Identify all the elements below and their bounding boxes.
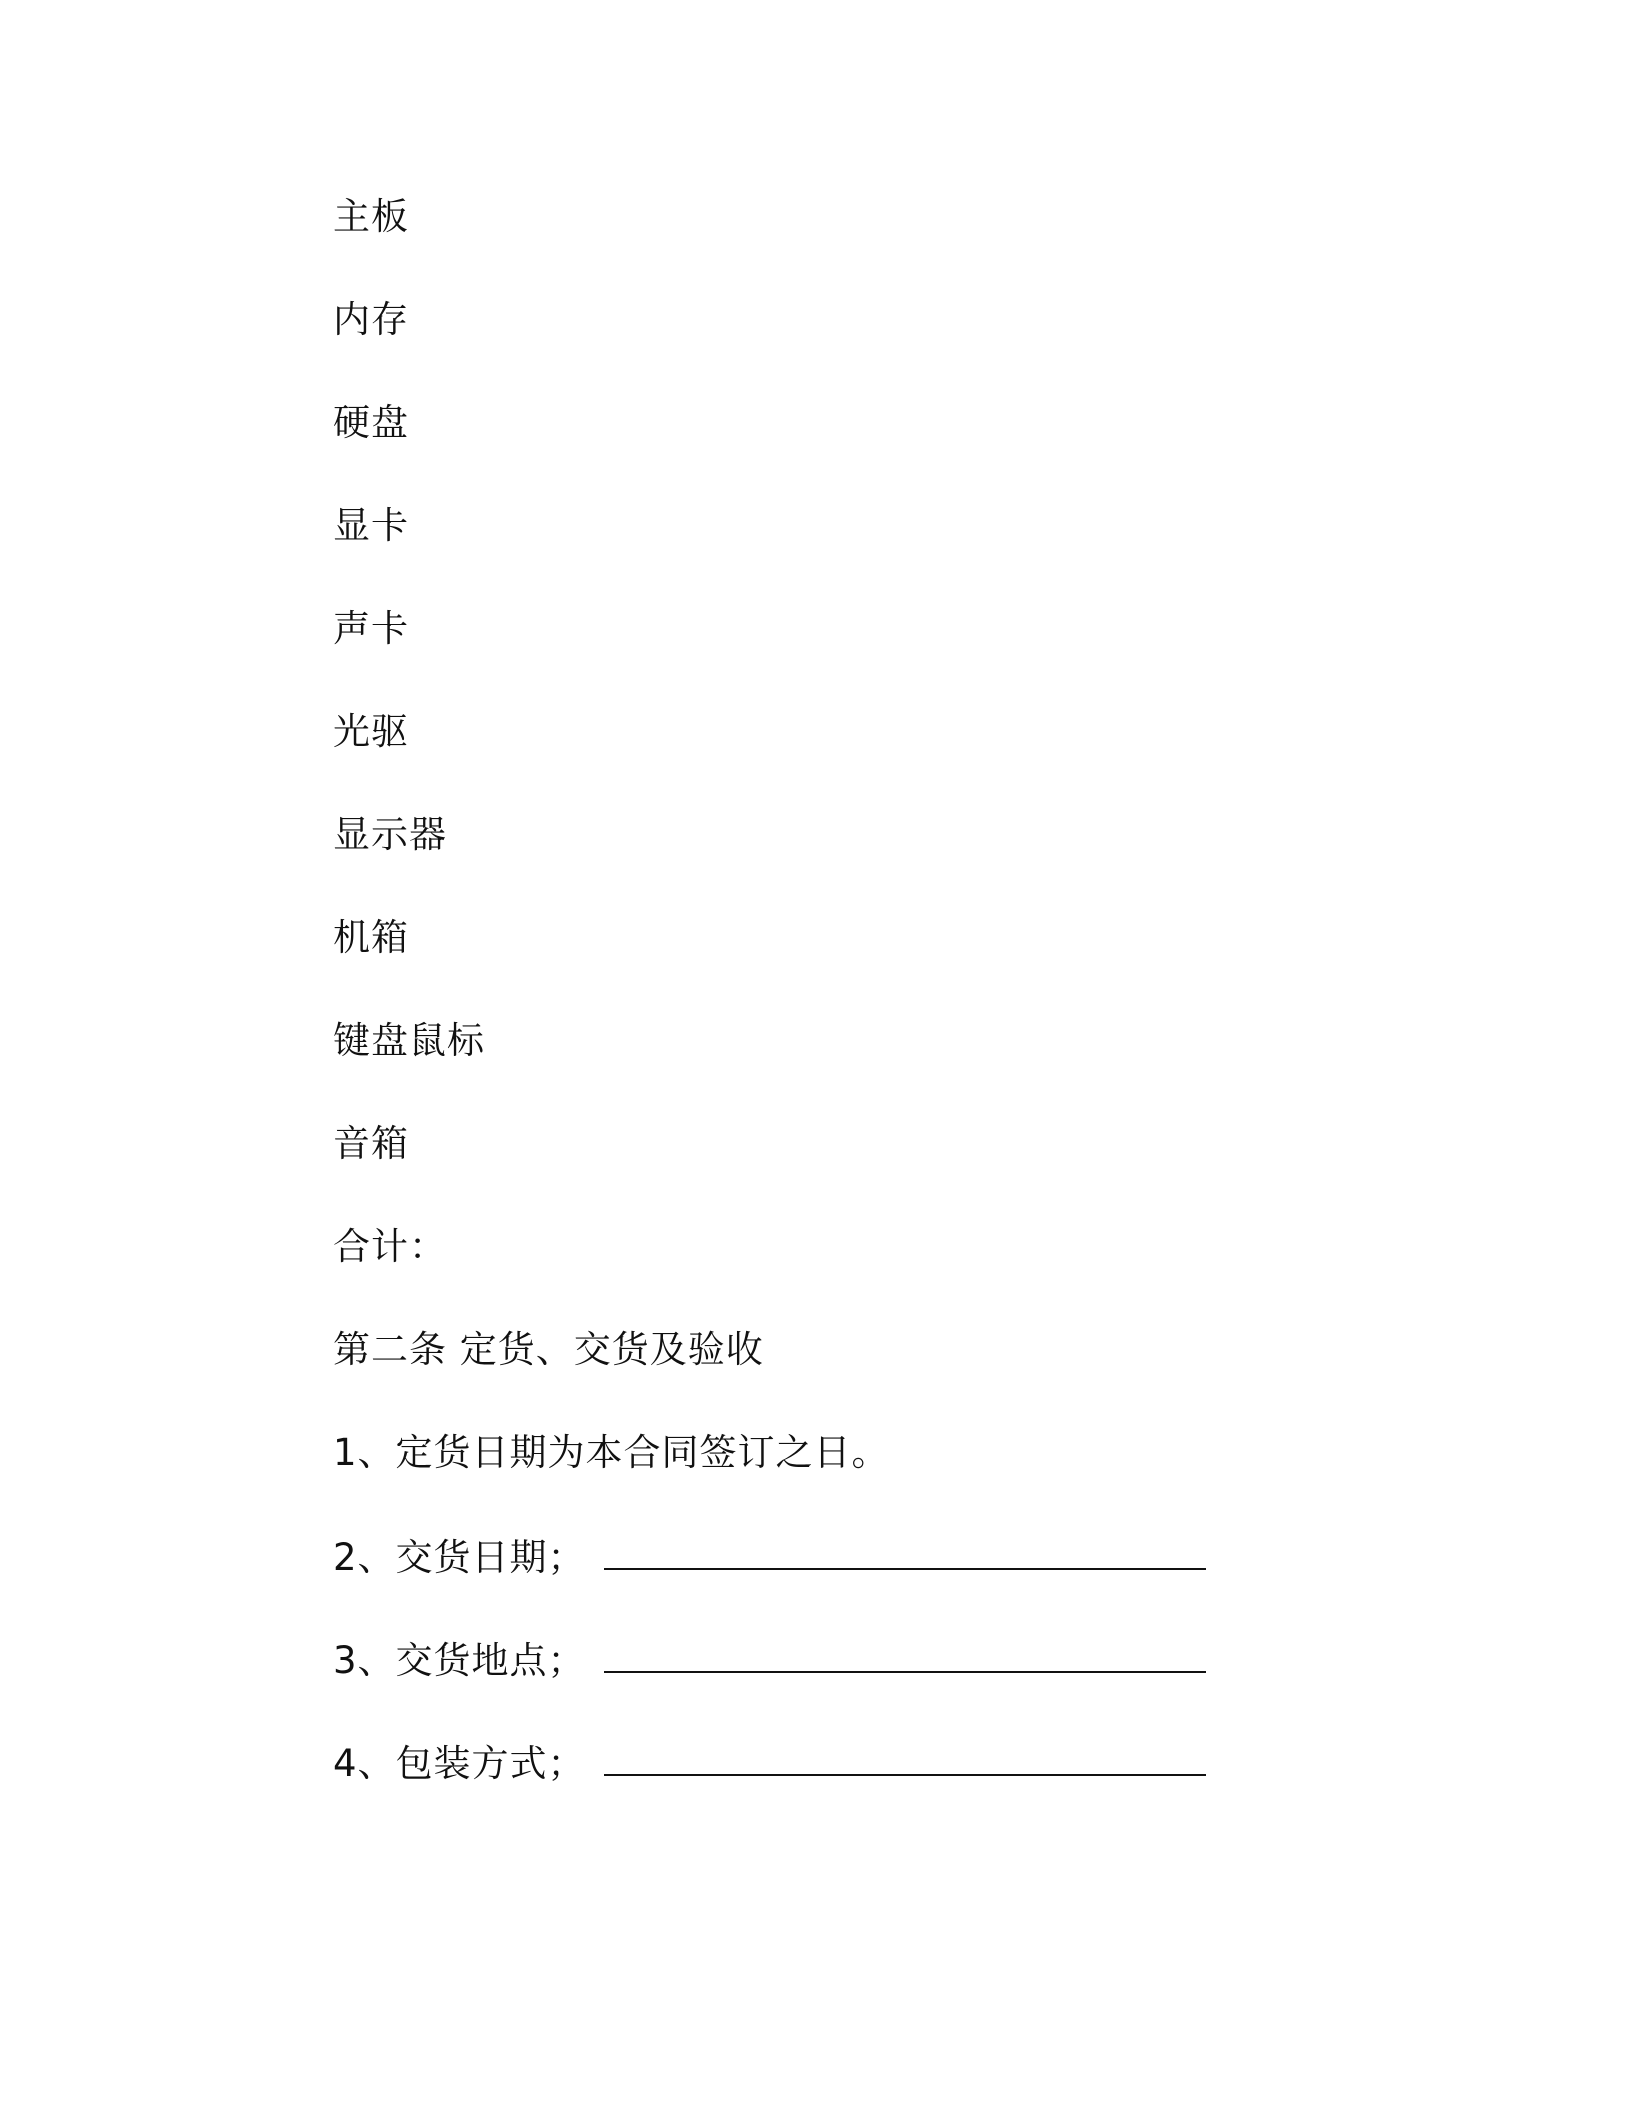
fill-in-blank-delivery-place xyxy=(604,1641,1206,1673)
fill-in-blank-delivery-date xyxy=(604,1538,1206,1570)
item-monitor: 显示器 xyxy=(333,813,447,856)
item-hard-disk: 硬盘 xyxy=(333,401,409,444)
section-title: 第二条 定货、交货及验收 xyxy=(333,1328,764,1371)
item-sound-card: 声卡 xyxy=(333,607,409,650)
clause-2-label: 2、交货日期； xyxy=(333,1536,586,1579)
item-keyboard-mouse: 键盘鼠标 xyxy=(333,1019,485,1062)
item-mainboard: 主板 xyxy=(333,195,409,238)
clause-4-row xyxy=(333,1739,1206,1789)
item-graphics-card: 显卡 xyxy=(333,504,409,547)
fill-in-blank-packaging xyxy=(604,1744,1206,1776)
clause-3-row xyxy=(333,1636,1206,1686)
item-speakers: 音箱 xyxy=(333,1122,409,1165)
clause-3-label: 3、交货地点； xyxy=(333,1639,586,1682)
clause-1: 1、定货日期为本合同签订之日。 xyxy=(333,1431,890,1474)
item-case: 机箱 xyxy=(333,916,409,959)
total-label: 合计： xyxy=(333,1225,447,1268)
clause-4-label: 4、包装方式； xyxy=(333,1742,586,1785)
item-memory: 内存 xyxy=(333,298,409,341)
clause-2-row xyxy=(333,1533,1206,1583)
item-optical-drive: 光驱 xyxy=(333,710,409,753)
